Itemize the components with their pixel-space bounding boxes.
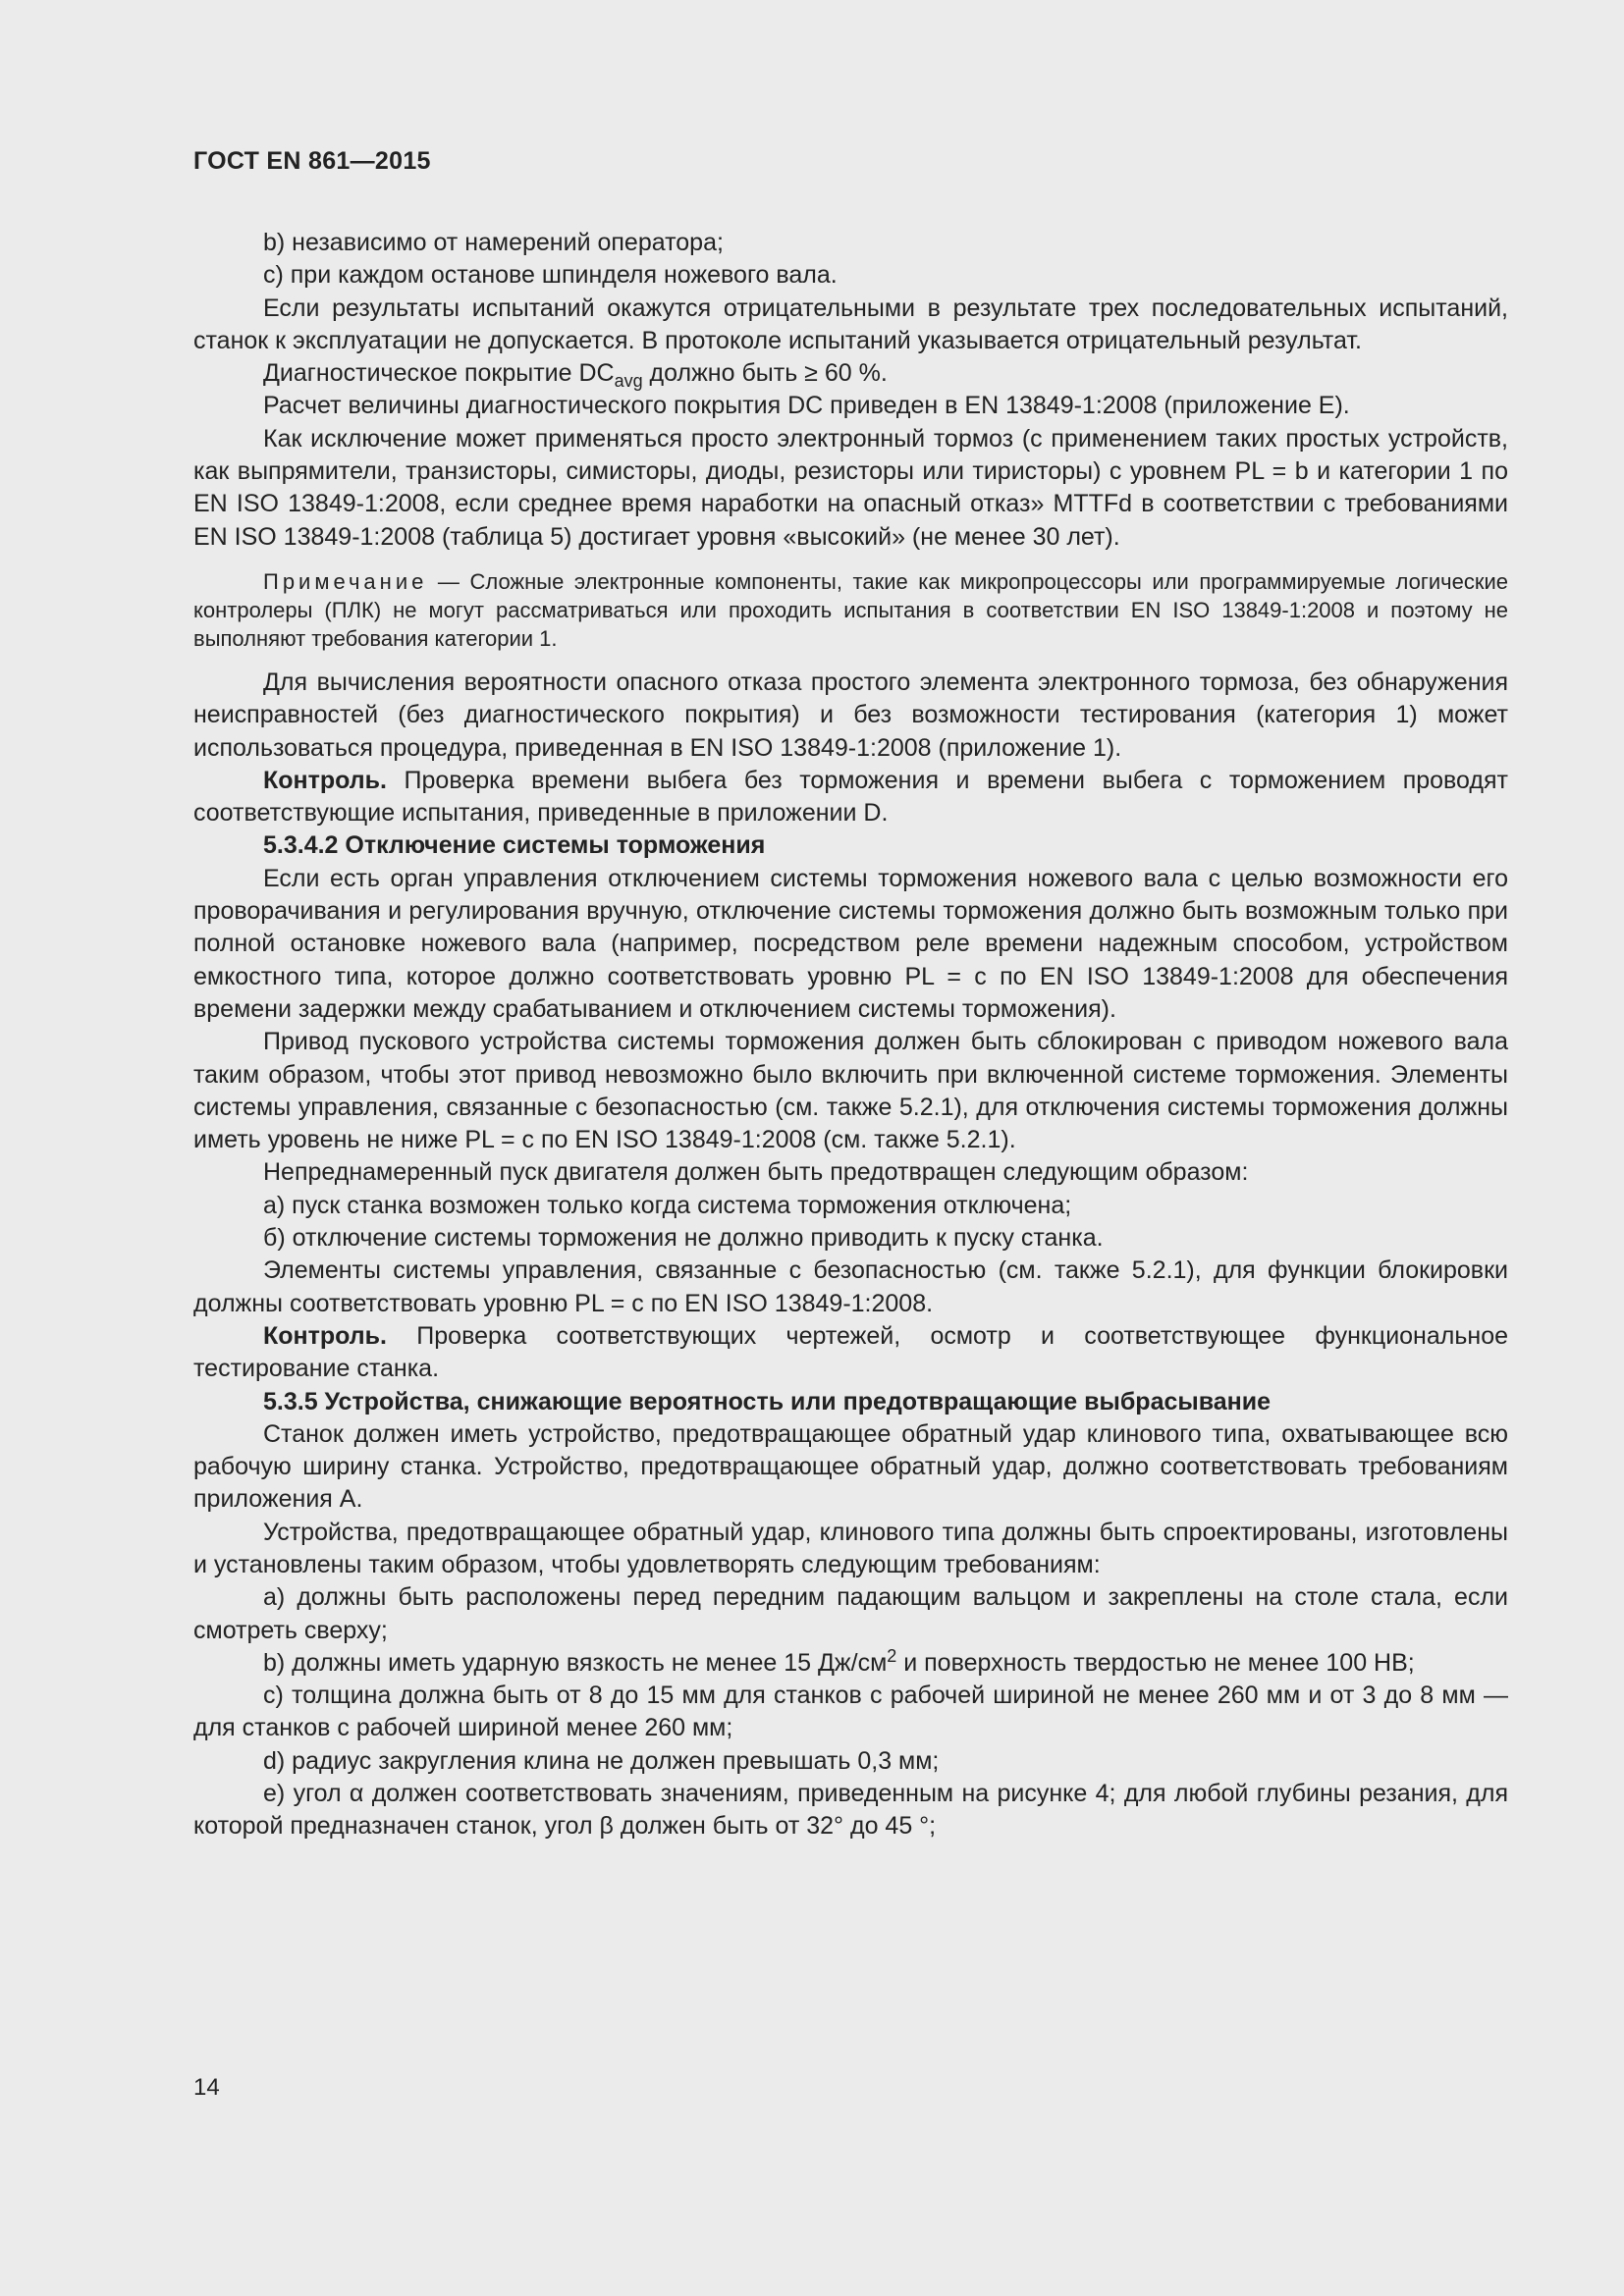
paragraph: Для вычисления вероятности опасного отказа простого элемента электронного тормоза, без обнаружения неисправностей (без диагностического покрытия) и без возможности тестирования (категория 1) может использоваться процедура, приведенная в EN ISO 13849-1:2008 (приложение 1). [193,667,1508,762]
paragraph: Как исключение может применяться просто электронный тормоз (с применением таких простых устройств, как выпрямители, транзисторы, симисторы, диоды, резисторы или тиристоры) с уровнем PL = b и категории 1 по EN ISO 13849-1:2008, если среднее время наработки на опасный отказ» MTTFd в соответствии с требованиями EN ISO 13849-1:2008 (таблица 5) достигает уровня «высокий» (не менее 30 лет). [193,424,1508,551]
paragraph: Элементы системы управления, связанные с безопасностью (см. также 5.2.1), для функции блокировки должны соответствовать уровню PL = c по EN ISO 13849-1:2008. [193,1256,1508,1317]
list-item-c: c) при каждом останове шпинделя ножевого вала. [263,261,838,290]
paragraph-dc-avg: Диагностическое покрытие $DC_{avg}$ должно быть ≥ 60 %. [263,359,888,392]
list-item-b: b) должны иметь ударную вязкость не менее 15 $Дж/см^2$ и поверхность твердостью не менее 100 HB; [263,1645,1415,1677]
paragraph: Привод пускового устройства системы торможения должен быть сблокирован с приводом ножевого вала таким образом, чтобы этот привод невозможно было включить при включенной системе торможения. Элементы системы управления, связанные с безопасностью (см. также 5.2.1), для отключения системы торможения должны иметь уровень не ниже PL = c по EN ISO 13849-1:2008 (см. также 5.2.1). [193,1028,1508,1154]
page-header: ГОСТ EN 861—2015 [193,147,431,175]
list-item-b: б) отключение системы торможения не должно приводить к пуску станка. [263,1224,1104,1253]
page-number: 14 [193,2074,220,2101]
list-item-a: a) должны быть расположены перед передним падающим вальцом и закреплены на столе стала, если смотреть сверху; [193,1583,1508,1644]
paragraph-control: Контроль. Проверка времени выбега без торможения и времени выбега с торможением проводят соответствующие испытания, приведенные в приложении D. [193,766,1508,828]
paragraph: Устройства, предотвращающее обратный удар, клинового типа должны быть спроектированы, изготовлены и установлены таким образом, чтобы удовлетворять следующим требованиям: [193,1518,1508,1578]
section-heading: 5.3.5 Устройства, снижающие вероятность или предотвращающие выбрасывание [263,1387,1272,1415]
paragraph: Непреднамеренный пуск двигателя должен быть предотвращен следующим образом: [263,1158,1249,1187]
note-text: — Сложные электронные компоненты, такие как микропроцессоры или программируемые логические контролеры (ПЛК) не могут рассматриваться или проходить испытания в соответствии EN ISO 13849-1:2008 и поэтому не выполняют требования категории 1. [193,568,1508,651]
list-item-c: c) толщина должна быть от 8 до 15 мм для станков с рабочей шириной не менее 260 мм и от 3 до 8 мм — для станков с рабочей шириной менее 260 мм; [193,1682,1508,1742]
note-label: Примечание [263,568,428,594]
paragraph: Расчет величины диагностического покрытия DC приведен в EN 13849-1:2008 (приложение E). [263,392,1350,420]
list-item-e: e) угол α должен соответствовать значениям, приведенным на рисунке 4; для любой глубины резания, для которой предназначен станок, угол β должен быть от 32° до 45 °; [193,1780,1508,1841]
list-item-a: а) пуск станка возможен только когда система торможения отключена; [263,1191,1072,1219]
paragraph: Если результаты испытаний окажутся отрицательными в результате трех последовательных испытаний, станок к эксплуатации не допускается. В протоколе испытаний указывается отрицательный результат. [193,294,1508,354]
paragraph: Если есть орган управления отключением системы торможения ножевого вала с целью возможности его проворачивания и регулирования вручную, отключение системы торможения должно быть возможным только при полной остановке ножевого вала (например, посредством реле времени надежным способом, устройством емкостного типа, которое должно соответствовать уровню PL = c по EN ISO 13849-1:2008 для обеспечения времени задержки между срабатыванием и отключением системы торможения). [193,864,1508,1023]
note [193,567,1508,653]
paragraph-control: Контроль. Проверка соответствующих чертежей, осмотр и соответствующее функциональное тестирование станка. [193,1321,1508,1383]
list-item-d: d) радиус закругления клина не должен превышать 0,3 мм; [263,1746,940,1775]
document-body [193,227,1508,1843]
section-heading: 5.3.4.2 Отключение системы торможения [263,831,766,860]
list-item-b: b) независимо от намерений оператора; [263,229,724,256]
paragraph: Станок должен иметь устройство, предотвращающее обратный удар клинового типа, охватывающее всю рабочую ширину станка. Устройство, предотвращающее обратный удар, должно соответствовать требованиям приложения A. [193,1419,1508,1514]
